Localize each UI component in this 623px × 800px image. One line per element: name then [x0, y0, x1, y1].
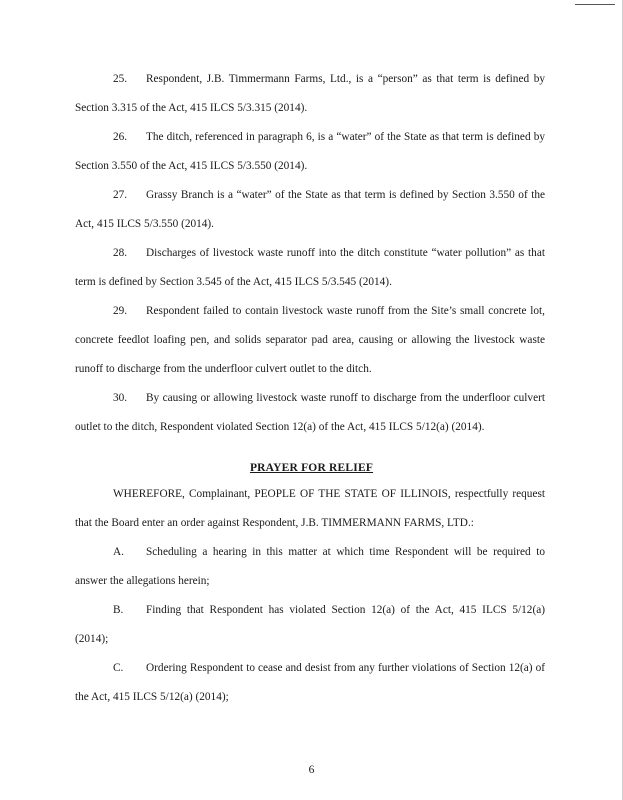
paragraph-text: The ditch, referenced in paragraph 6, is a “water” of the State as that term is defined by Section 3.550 of the Act, 415 ILCS 5/3.550 (2014). — [75, 131, 545, 172]
paragraph-text: Grassy Branch is a “water” of the State as that term is defined by Section 3.550 of the Act, 415 ILCS 5/3.550 (2014). — [75, 189, 545, 230]
paragraph-number: 25. — [113, 73, 128, 85]
paragraph-text: Discharges of livestock waste runoff into the ditch constitute “water pollution” as that term is defined by Section 3.545 of the Act, 415 ILCS 5/3.545 (2014). — [75, 247, 545, 288]
relief-letter: C. — [113, 662, 124, 674]
paragraph-text: Respondent failed to contain livestock waste runoff from the Site’s small concrete lot, concrete feedlot loafing pen, and solids separator pad area, causing or allowing the livestock waste runoff to discharge from the underfloor culvert outlet to the ditch. — [75, 305, 545, 375]
paragraph-text: WHEREFORE, Complainant, PEOPLE OF THE STATE OF ILLINOIS, respectfully request that the Board enter an order against Respondent, J.B. TIMMERMANN FARMS, LTD.: — [75, 488, 545, 529]
paragraph-number: 29. — [113, 305, 128, 317]
paragraph-26 — [75, 123, 545, 181]
paragraph-30 — [75, 384, 545, 442]
paragraph-25 — [75, 65, 545, 123]
paragraph-number: 27. — [113, 189, 128, 201]
paragraph-text: Respondent, J.B. Timmermann Farms, Ltd., is a “person” as that term is defined by Section 3.315 of the Act, 415 ILCS 5/3.315 (2014). — [75, 73, 545, 114]
paragraph-28 — [75, 239, 545, 297]
paragraph-number: 28. — [113, 247, 128, 259]
paragraph-text: Ordering Respondent to cease and desist from any further violations of Section 12(a) of the Act, 415 ILCS 5/12(a) (2014); — [75, 662, 545, 703]
paragraph-text: Finding that Respondent has violated Section 12(a) of the Act, 415 ILCS 5/12(a) (2014); — [75, 604, 545, 645]
relief-letter: B. — [113, 604, 124, 616]
paragraph-number: 26. — [113, 131, 128, 143]
section-heading: PRAYER FOR RELIEF — [249, 462, 374, 474]
relief-item-a — [75, 538, 545, 596]
paragraph-number: 30. — [113, 392, 128, 404]
relief-block — [75, 480, 545, 712]
wherefore-paragraph — [75, 480, 545, 538]
paragraph-text: Scheduling a hearing in this matter at which time Respondent will be required to answer the allegations herein; — [75, 546, 545, 587]
relief-item-b — [75, 596, 545, 654]
paragraph-29 — [75, 297, 545, 384]
relief-letter: A. — [113, 546, 124, 558]
relief-item-c — [75, 654, 545, 712]
page-number: 6 — [308, 764, 315, 776]
allegations-block — [75, 65, 545, 442]
paragraph-27 — [75, 181, 545, 239]
paragraph-text: By causing or allowing livestock waste runoff to discharge from the underfloor culvert outlet to the ditch, Respondent violated Section 12(a) of the Act, 415 ILCS 5/12(a) (2014). — [75, 392, 545, 433]
scan-corner-mark — [575, 4, 615, 5]
